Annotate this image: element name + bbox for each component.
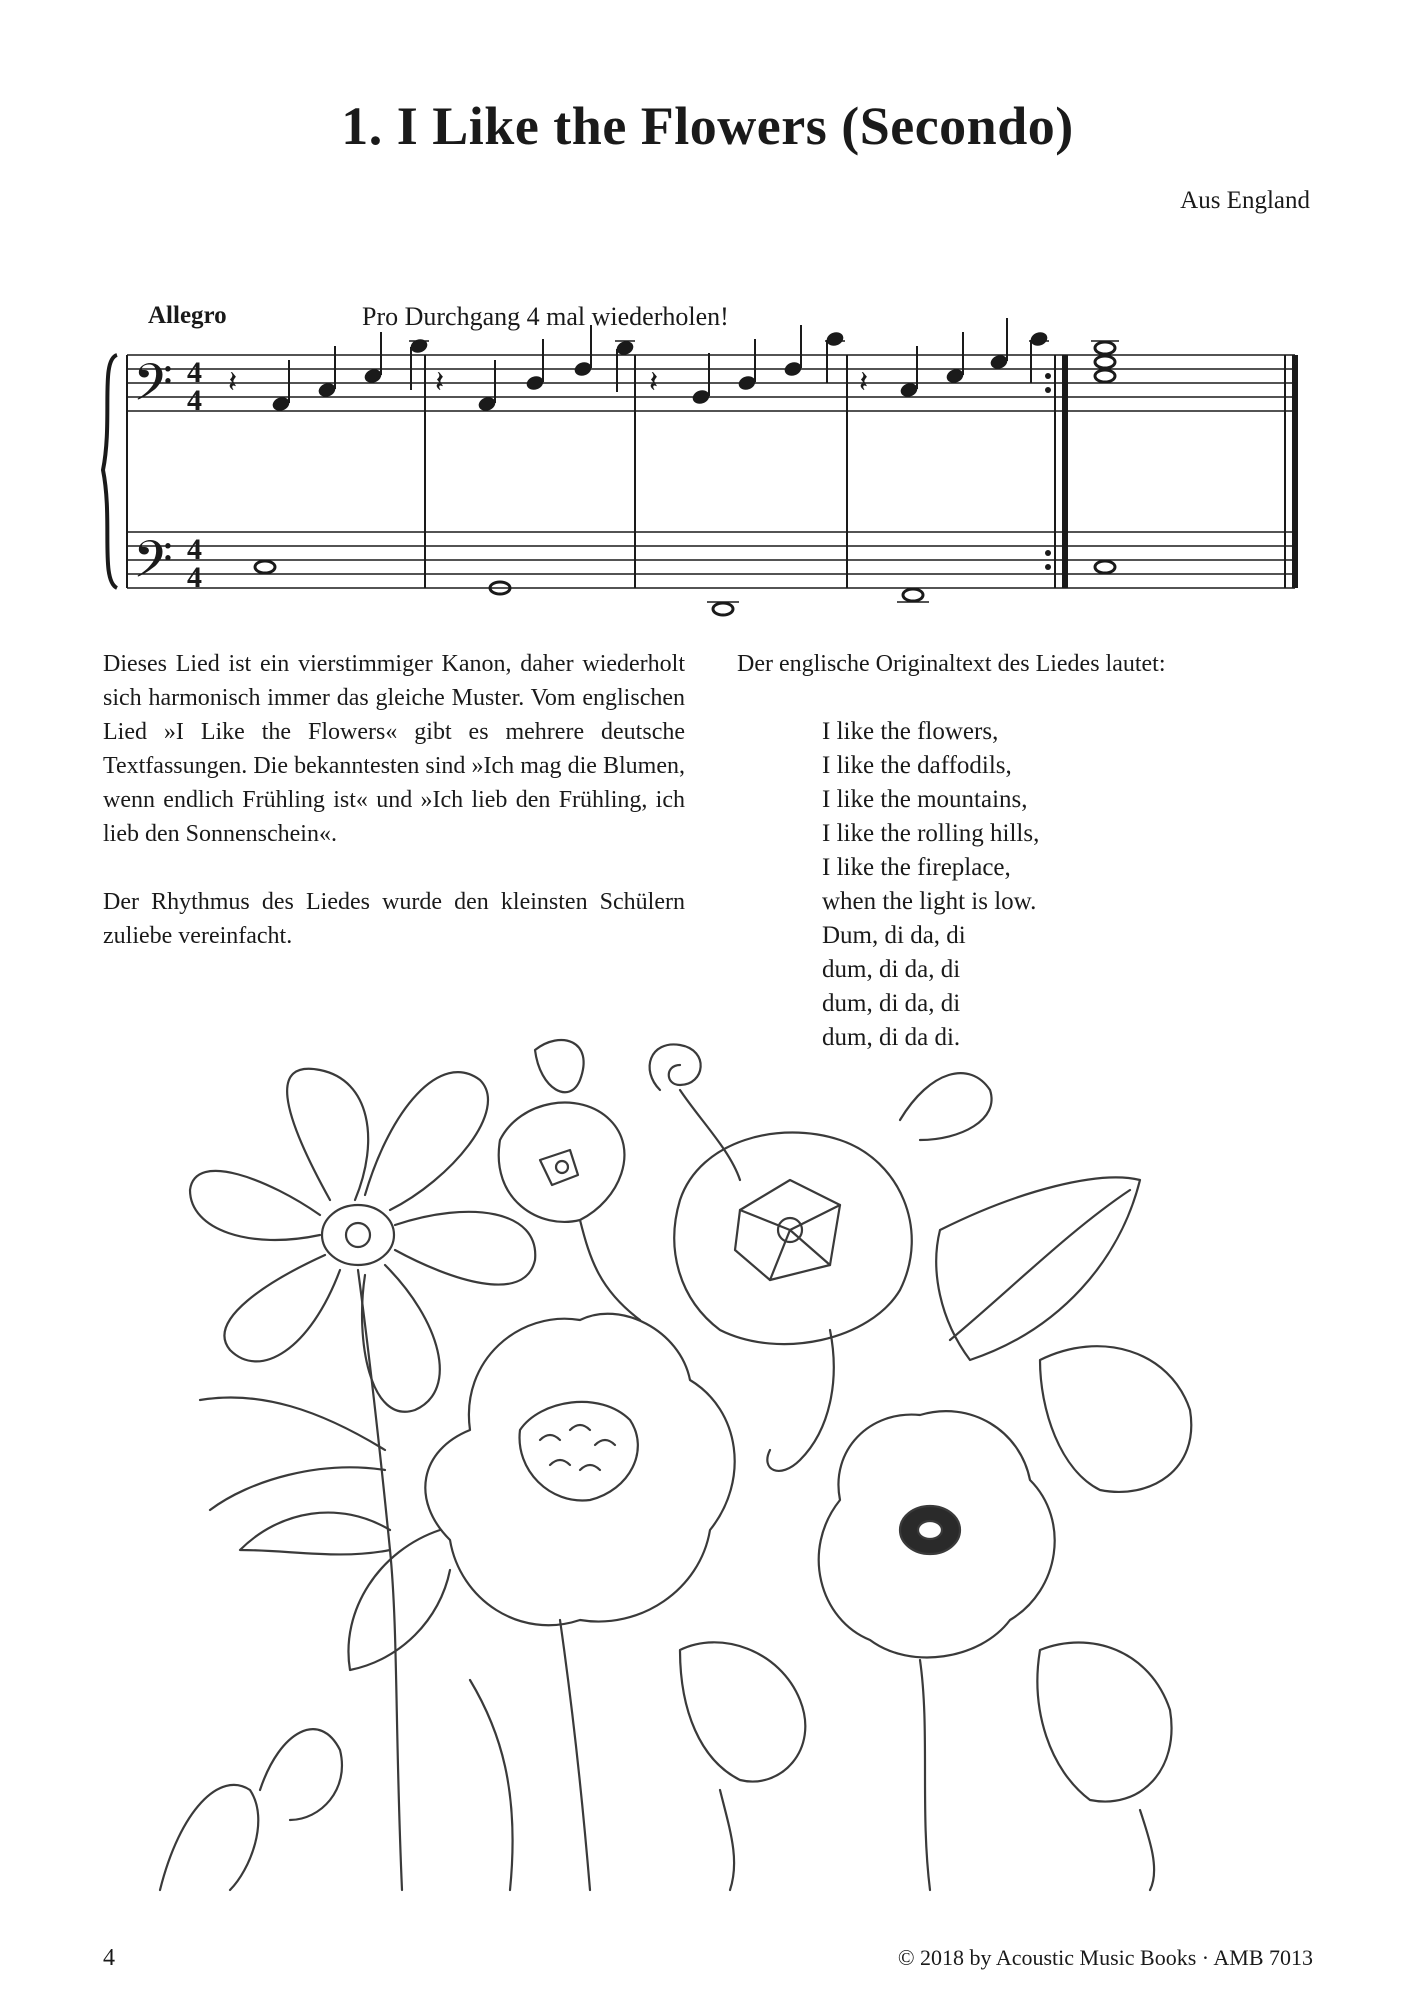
svg-text:4: 4 <box>187 533 202 566</box>
lyrics-line: when the light is low. <box>822 888 1037 915</box>
copyright-footer: © 2018 by Acoustic Music Books · AMB 7013 <box>897 1945 1313 1970</box>
repeat-instruction: Pro Durchgang 4 mal wiederholen! <box>362 302 729 331</box>
lyrics-line: I like the daffodils, <box>822 752 1012 779</box>
description-paragraph-1: Dieses Lied ist ein vierstimmiger Kanon, daher wiederholt sich harmonisch immer das gleiche Muster. Vom englischen Lied »I Like the Flowers« gibt es mehrere deutsche Textfassungen. Die bekanntesten sind »Ich mag die Blumen, wenn endlich Frühling ist« und »Ich lieb den Frühling, ich lieb den Sonnenschein«. <box>103 651 685 847</box>
svg-text:𝄽: 𝄽 <box>228 365 238 400</box>
barlines <box>127 355 1295 588</box>
tendril-icon <box>650 1044 701 1090</box>
svg-text:𝄢: 𝄢 <box>133 352 173 425</box>
lyrics-line: dum, di da di. <box>822 1024 961 1051</box>
svg-text:4: 4 <box>187 561 202 594</box>
page-title: 1. I Like the Flowers (Secondo) <box>341 96 1074 156</box>
daisy-flower-icon <box>190 1069 535 1890</box>
time-signature <box>187 356 202 594</box>
top-staff-notes <box>228 318 1119 412</box>
song-origin: Aus England <box>1180 187 1310 214</box>
poppy-flower-center-icon <box>348 1314 734 1890</box>
description-paragraph-2: Der Rhythmus des Liedes wurde den kleinsten Schülern zuliebe vereinfacht. <box>103 889 685 949</box>
svg-text:𝄢: 𝄢 <box>133 529 173 602</box>
top-staff <box>127 355 1295 411</box>
grand-staff-brace <box>103 355 117 588</box>
lyrics-block <box>822 715 1039 1055</box>
description-column <box>103 647 685 987</box>
lyrics-line: I like the fireplace, <box>822 854 1011 881</box>
lyrics-line: I like the flowers, <box>822 718 999 745</box>
morning-glory-small-icon <box>499 1040 640 1320</box>
page-number: 4 <box>103 1945 115 1971</box>
svg-text:𝄽: 𝄽 <box>859 365 869 400</box>
svg-text:4: 4 <box>187 384 202 417</box>
lyrics-line: I like the mountains, <box>822 786 1028 813</box>
svg-text:𝄽: 𝄽 <box>649 365 659 400</box>
sheet-music-score <box>95 330 1330 620</box>
poppy-flower-right-icon <box>819 1346 1192 1890</box>
lyrics-line: Dum, di da, di <box>822 922 966 949</box>
tempo-marking: Allegro <box>148 302 227 329</box>
lyrics-line: I like the rolling hills, <box>822 820 1040 847</box>
foliage-icon <box>160 1785 258 1890</box>
lyrics-intro: Der englische Originaltext des Liedes lautet: <box>737 651 1166 677</box>
lyrics-line: dum, di da, di <box>822 956 961 983</box>
repeat-dots <box>1045 373 1051 570</box>
bass-clef-icon <box>133 352 173 602</box>
lyrics-line: dum, di da, di <box>822 990 961 1017</box>
svg-text:𝄽: 𝄽 <box>435 365 445 400</box>
flower-illustration <box>140 1030 1320 1920</box>
bottom-staff <box>127 532 1295 588</box>
svg-text:4: 4 <box>187 356 202 389</box>
